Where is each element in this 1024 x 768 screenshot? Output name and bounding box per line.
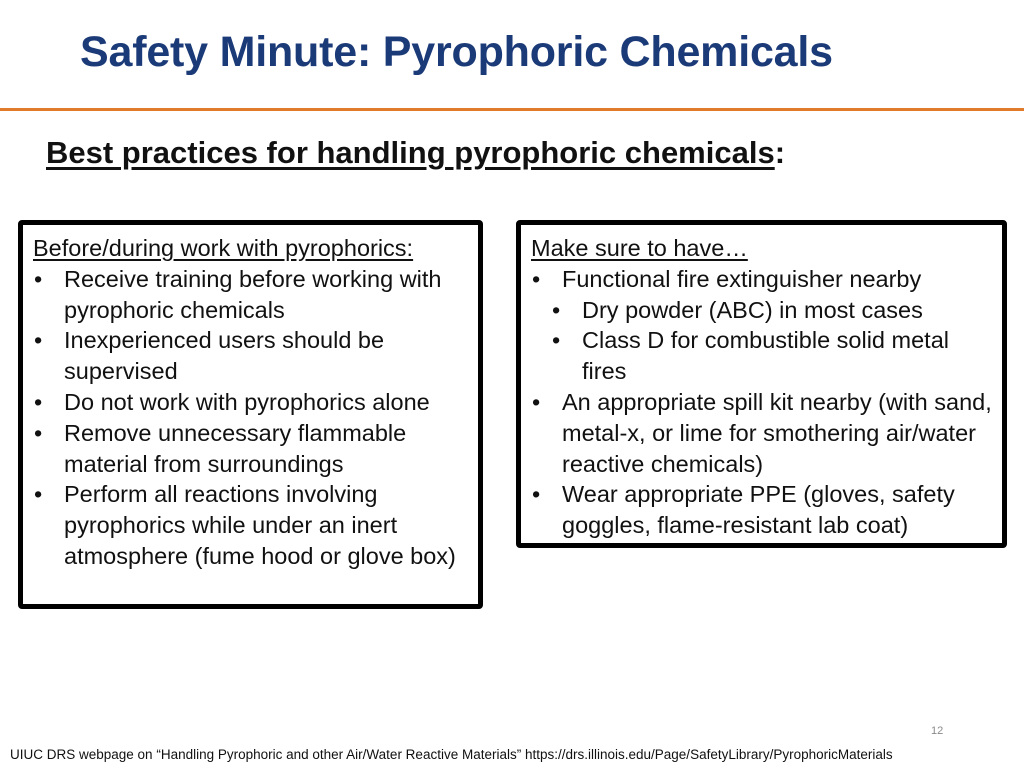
section-heading-colon: : xyxy=(774,135,786,170)
before-during-work-list xyxy=(33,264,470,572)
before-during-work-heading: Before/during work with pyrophorics: xyxy=(33,235,414,261)
list-item: • Remove unnecessary flammable material from surroundings xyxy=(33,418,470,480)
source-footer: UIUC DRS webpage on “Handling Pyrophoric and other Air/Water Reactive Materials” https://drs.illinois.edu/Page/SafetyLibrary/PyrophoricMaterials xyxy=(10,747,893,762)
list-item: • Inexperienced users should be supervised xyxy=(33,325,470,387)
list-item: • Functional fire extinguisher nearby xyxy=(531,264,994,295)
title-divider xyxy=(0,108,1024,111)
make-sure-to-have-list-continued xyxy=(531,387,994,541)
slide-title: Safety Minute: Pyrophoric Chemicals xyxy=(80,28,833,76)
list-item: • Perform all reactions involving pyrophorics while under an inert atmosphere (fume hood or glove box) xyxy=(33,479,470,571)
list-item: • Receive training before working with pyrophoric chemicals xyxy=(33,264,470,326)
section-heading xyxy=(46,135,785,171)
section-heading-text: Best practices for handling pyrophoric chemicals xyxy=(46,135,775,170)
list-item: • Wear appropriate PPE (gloves, safety goggles, flame-resistant lab coat) xyxy=(531,479,994,541)
list-item: • Do not work with pyrophorics alone xyxy=(33,387,470,418)
make-sure-to-have-box xyxy=(516,220,1007,548)
make-sure-to-have-list xyxy=(531,264,994,295)
make-sure-to-have-heading: Make sure to have… xyxy=(531,235,748,261)
list-item: • An appropriate spill kit nearby (with sand, metal-x, or lime for smothering air/water reactive chemicals) xyxy=(531,387,994,479)
page-number: 12 xyxy=(931,725,944,737)
extinguisher-sublist xyxy=(551,295,994,387)
before-during-work-box xyxy=(18,220,483,609)
sub-list-item: • Dry powder (ABC) in most cases xyxy=(551,295,994,326)
sub-list-item: • Class D for combustible solid metal fires xyxy=(551,325,994,387)
